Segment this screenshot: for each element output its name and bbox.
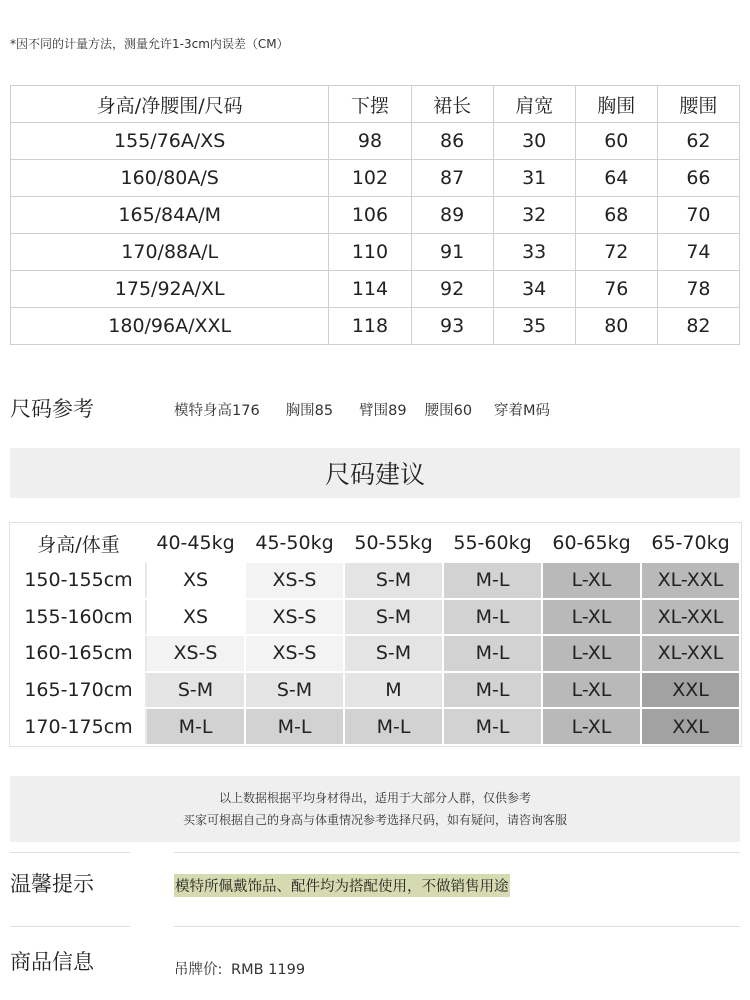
height-range-cell: 150-155cm [11, 562, 146, 599]
size-reference-title: 尺码参考 [10, 397, 94, 421]
recommended-size-cell: L-XL [542, 562, 641, 599]
height-range-cell: 160-165cm [11, 635, 146, 672]
size-chart-table [10, 85, 740, 345]
recommended-size-cell: XS-S [245, 599, 344, 636]
size-table-cell: 30 [493, 123, 575, 160]
recommended-size-cell: XS-S [245, 562, 344, 599]
size-table-cell: 72 [575, 234, 657, 271]
size-table-cell: 87 [411, 160, 493, 197]
recommendation-header-row [11, 524, 740, 562]
size-table-cell: 175/92A/XL [11, 271, 329, 308]
tips-title: 温馨提示 [10, 872, 94, 896]
disclaimer-line-1: 以上数据根据平均身材得出，适用于大部分人群，仅供参考 [218, 791, 531, 805]
recommended-size-cell: XL-XXL [641, 599, 740, 636]
size-table-cell: 33 [493, 234, 575, 271]
size-table-cell: 170/88A/L [11, 234, 329, 271]
recommended-size-cell: M-L [443, 708, 542, 745]
recommended-size-cell: M-L [245, 708, 344, 745]
size-table-cell: 155/76A/XS [11, 123, 329, 160]
recommended-size-cell: M [344, 672, 443, 709]
recommendation-header-cell: 60-65kg [542, 524, 641, 562]
divider [174, 926, 740, 927]
tips-text: 模特所佩戴饰品、配件均为搭配使用，不做销售用途 [174, 874, 510, 897]
size-table-header-cell: 胸围 [575, 86, 657, 123]
divider [174, 852, 740, 853]
tag-price-value: RMB 1199 [231, 962, 306, 978]
recommended-size-cell: S-M [344, 562, 443, 599]
size-table-cell: 91 [411, 234, 493, 271]
size-table-header-cell: 裙长 [411, 86, 493, 123]
size-table-row [11, 234, 740, 271]
size-table-cell: 180/96A/XXL [11, 308, 329, 345]
size-table-cell: 92 [411, 271, 493, 308]
size-table-cell: 114 [329, 271, 411, 308]
recommended-size-cell: XXL [641, 672, 740, 709]
size-table-row [11, 308, 740, 345]
size-recommendation-table [10, 523, 741, 746]
recommendation-row [11, 562, 740, 599]
size-table-cell: 86 [411, 123, 493, 160]
recommendation-row [11, 635, 740, 672]
recommended-size-cell: M-L [344, 708, 443, 745]
size-table-cell: 35 [493, 308, 575, 345]
recommended-size-cell: M-L [443, 635, 542, 672]
recommended-size-cell: L-XL [542, 672, 641, 709]
size-table-cell: 89 [411, 197, 493, 234]
size-table-cell: 60 [575, 123, 657, 160]
size-suggestion-title: 尺码建议 [324, 460, 425, 489]
height-range-cell: 165-170cm [11, 672, 146, 709]
size-table-header-cell: 下摆 [329, 86, 411, 123]
recommendation-header-cell: 身高/体重 [11, 524, 146, 562]
size-table-cell: 165/84A/M [11, 197, 329, 234]
recommended-size-cell: M-L [443, 672, 542, 709]
model-arm: 臂围89 [359, 403, 407, 419]
recommendation-header-cell: 65-70kg [641, 524, 740, 562]
model-height: 模特身高176 [174, 403, 260, 419]
recommendation-row [11, 599, 740, 636]
size-table-cell: 80 [575, 308, 657, 345]
recommended-size-cell: M-L [146, 708, 245, 745]
size-table-cell: 32 [493, 197, 575, 234]
recommended-size-cell: S-M [245, 672, 344, 709]
recommendation-header-cell: 50-55kg [344, 524, 443, 562]
size-table-cell: 78 [657, 271, 739, 308]
recommended-size-cell: XS-S [146, 635, 245, 672]
size-table-cell: 64 [575, 160, 657, 197]
size-table-cell: 98 [329, 123, 411, 160]
recommended-size-cell: XXL [641, 708, 740, 745]
size-table-cell: 110 [329, 234, 411, 271]
size-table-cell: 74 [657, 234, 739, 271]
recommended-size-cell: XL-XXL [641, 562, 740, 599]
divider [10, 852, 130, 853]
size-table-cell: 66 [657, 160, 739, 197]
size-table-cell: 82 [657, 308, 739, 345]
recommended-size-cell: S-M [344, 599, 443, 636]
measurement-note: *因不同的计量方法，测量允许1-3cm内误差（CM） [10, 37, 289, 51]
size-table-row [11, 271, 740, 308]
size-table-header-cell: 腰围 [657, 86, 739, 123]
recommended-size-cell: S-M [146, 672, 245, 709]
recommended-size-cell: XL-XXL [641, 635, 740, 672]
tag-price [174, 958, 309, 979]
model-size-worn: 穿着M码 [494, 403, 551, 419]
recommended-size-cell: S-M [344, 635, 443, 672]
size-table-header-cell: 肩宽 [493, 86, 575, 123]
recommendation-header-cell: 55-60kg [443, 524, 542, 562]
recommendation-header-cell: 40-45kg [146, 524, 245, 562]
size-table-cell: 102 [329, 160, 411, 197]
size-table-row [11, 160, 740, 197]
size-table-cell: 106 [329, 197, 411, 234]
recommendation-row [11, 708, 740, 745]
recommended-size-cell: M-L [443, 562, 542, 599]
recommended-size-cell: XS [146, 599, 245, 636]
size-table-cell: 34 [493, 271, 575, 308]
size-table-cell: 118 [329, 308, 411, 345]
disclaimer-line-2: 买家可根据自己的身高与体重情况参考选择尺码，如有疑问，请咨询客服 [182, 813, 567, 827]
recommended-size-cell: M-L [443, 599, 542, 636]
height-range-cell: 155-160cm [11, 599, 146, 636]
size-table-header-row [11, 86, 740, 123]
recommendation-header-cell: 45-50kg [245, 524, 344, 562]
size-table-cell: 68 [575, 197, 657, 234]
size-table-cell: 62 [657, 123, 739, 160]
recommended-size-cell: XS [146, 562, 245, 599]
size-table-row [11, 123, 740, 160]
product-info-title: 商品信息 [10, 950, 94, 974]
model-measurements [174, 399, 576, 420]
size-table-cell: 160/80A/S [11, 160, 329, 197]
height-range-cell: 170-175cm [11, 708, 146, 745]
size-table-cell: 70 [657, 197, 739, 234]
size-table-cell: 31 [493, 160, 575, 197]
divider [10, 926, 130, 927]
size-suggestion-banner [10, 448, 740, 498]
recommended-size-cell: L-XL [542, 708, 641, 745]
tag-price-label: 吊牌价: [174, 962, 223, 978]
recommendation-row [11, 672, 740, 709]
model-waist: 腰围60 [424, 403, 473, 419]
recommended-size-cell: L-XL [542, 599, 641, 636]
size-table-row [11, 197, 740, 234]
size-table-header-cell: 身高/净腰围/尺码 [11, 86, 329, 123]
model-bust: 胸围85 [285, 403, 334, 419]
size-table-cell: 93 [411, 308, 493, 345]
size-table-cell: 76 [575, 271, 657, 308]
recommended-size-cell: L-XL [542, 635, 641, 672]
disclaimer-box [10, 776, 740, 842]
recommended-size-cell: XS-S [245, 635, 344, 672]
